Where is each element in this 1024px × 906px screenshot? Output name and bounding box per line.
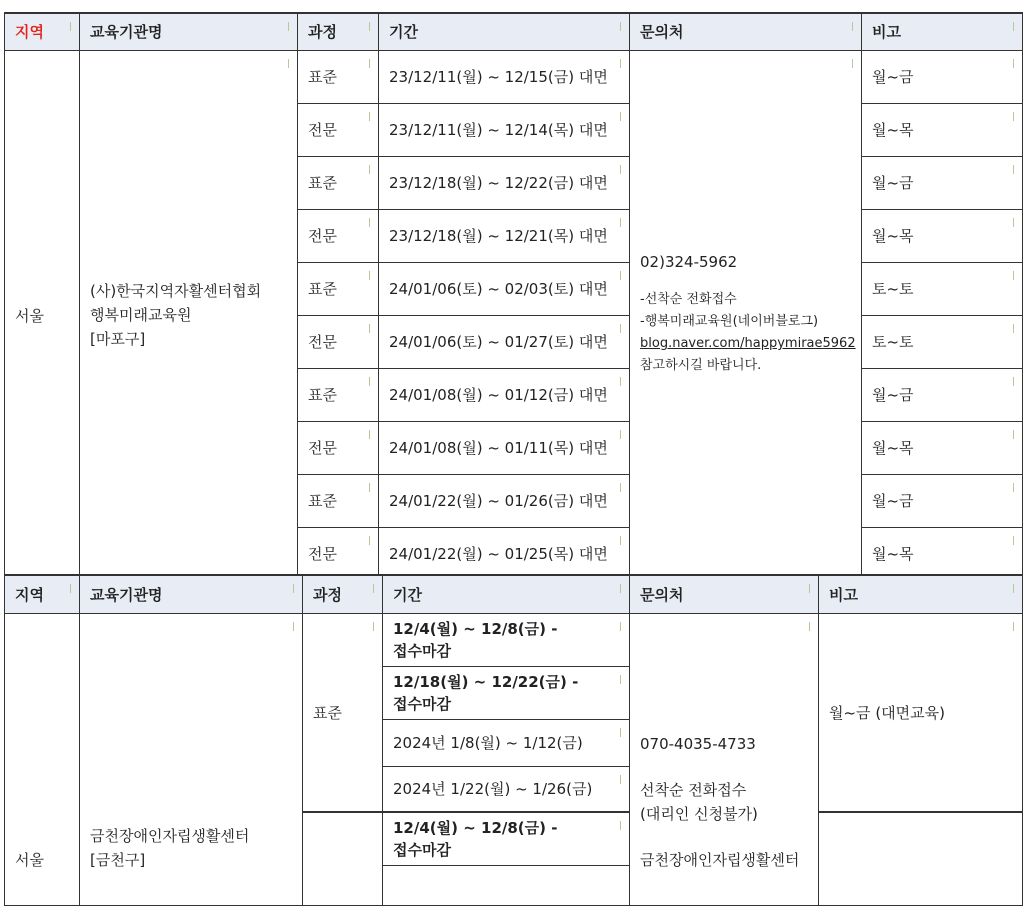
course-cell: 전문 [298,103,379,156]
note-cell: 월~목 [862,421,1023,474]
table-row [5,613,1023,666]
period-cell: 24/01/08(월) ~ 01/12(금) 대면 [379,368,630,421]
course-cell: 전문 [298,527,379,580]
course-cell: 전문 [298,421,379,474]
note-cell: 월~금 [862,474,1023,527]
org-line: (사)한국지역자활센터협회 [90,282,262,300]
period-cell: 24/01/22(월) ~ 01/26(금) 대면 [379,474,630,527]
contact-line: (대리인 신청불가) [640,804,758,823]
header-org: 교육기관명 [80,575,303,613]
period-line: 12/4(월) ~ 12/8(금) - [393,619,558,638]
period-cell [383,613,630,666]
course-cell: 전문 [298,209,379,262]
period-cell: 24/01/08(월) ~ 01/11(목) 대면 [379,421,630,474]
period-cell: 24/01/22(월) ~ 01/25(목) 대면 [379,527,630,580]
note-cell: 월~목 [862,527,1023,580]
period-cell [383,865,630,905]
period-cell: 23/12/18(월) ~ 12/22(금) 대면 [379,156,630,209]
org-line: 행복미래교육원 [90,306,192,324]
period-line: 12/4(월) ~ 12/8(금) - [393,818,558,837]
course-cell: 표준 [298,368,379,421]
table-header-row [5,575,1023,613]
period-cell: 23/12/11(월) ~ 12/14(목) 대면 [379,103,630,156]
org-line: 금천장애인자립생활센터 [90,827,250,845]
period-cell: 23/12/11(월) ~ 12/15(금) 대면 [379,50,630,103]
org-line: [금천구] [90,851,146,869]
contact-line: -행복미래교육원(네이버블로그) [640,314,819,329]
note-cell: 월~금 [862,156,1023,209]
contact-phone: 02)324-5962 [640,253,738,271]
org-name-cell [80,613,303,905]
header-period: 기간 [383,575,630,613]
header-note: 비고 [819,575,1023,613]
header-note: 비고 [862,13,1023,50]
header-contact: 문의처 [630,575,819,613]
header-region: 지역 [5,575,80,613]
note-cell: 토~토 [862,315,1023,368]
note-cell-2 [819,812,1023,905]
region-cell: 서울 [5,613,80,905]
note-cell: 월~금 [862,50,1023,103]
contact-line: 선착순 전화접수 [640,780,747,799]
header-course: 과정 [298,13,379,50]
period-cell: 2024년 1/22(월) ~ 1/26(금) [383,766,630,812]
org-line: [마포구] [90,330,146,348]
period-cell: 2024년 1/8(월) ~ 1/12(금) [383,719,630,766]
course-cell: 표준 [298,156,379,209]
note-cell: 월~금 [862,368,1023,421]
table-header-row [5,13,1023,50]
header-region: 지역 [5,13,80,50]
period-line: 12/18(월) ~ 12/22(금) - [393,672,579,691]
course-cell: 표준 [298,474,379,527]
contact-line: 참고하시길 바랍니다. [640,358,762,373]
header-org: 교육기관명 [80,13,298,50]
note-cell: 월~금 (대면교육) [819,613,1023,812]
note-cell: 토~토 [862,262,1023,315]
note-cell: 월~목 [862,103,1023,156]
blog-link[interactable]: blog.naver.com/happymirae5962 [640,336,856,351]
contact-line: -선착순 전화접수 [640,292,737,307]
course-cell: 표준 [298,50,379,103]
education-schedule-table-geumcheon [4,574,1023,906]
table-row [5,50,1023,103]
course-cell-2 [303,812,383,905]
education-schedule-table-mapo [4,12,1023,581]
period-cell [383,812,630,865]
period-line: 접수마감 [393,840,451,859]
region-cell: 서울 [5,50,80,580]
note-cell: 월~목 [862,209,1023,262]
header-contact: 문의처 [630,13,862,50]
header-course: 과정 [303,575,383,613]
course-cell: 전문 [298,315,379,368]
org-name-cell [80,50,298,580]
header-period: 기간 [379,13,630,50]
period-cell: 24/01/06(토) ~ 01/27(토) 대면 [379,315,630,368]
period-cell [383,666,630,719]
contact-cell [630,50,862,580]
period-line: 접수마감 [393,641,451,660]
course-cell: 표준 [303,613,383,812]
period-cell: 24/01/06(토) ~ 02/03(토) 대면 [379,262,630,315]
contact-org: 금천장애인자립생활센터 [640,850,800,869]
period-line: 접수마감 [393,694,451,713]
period-cell: 23/12/18(월) ~ 12/21(목) 대면 [379,209,630,262]
contact-phone: 070-4035-4733 [640,734,756,753]
course-cell: 표준 [298,262,379,315]
contact-cell [630,613,819,905]
